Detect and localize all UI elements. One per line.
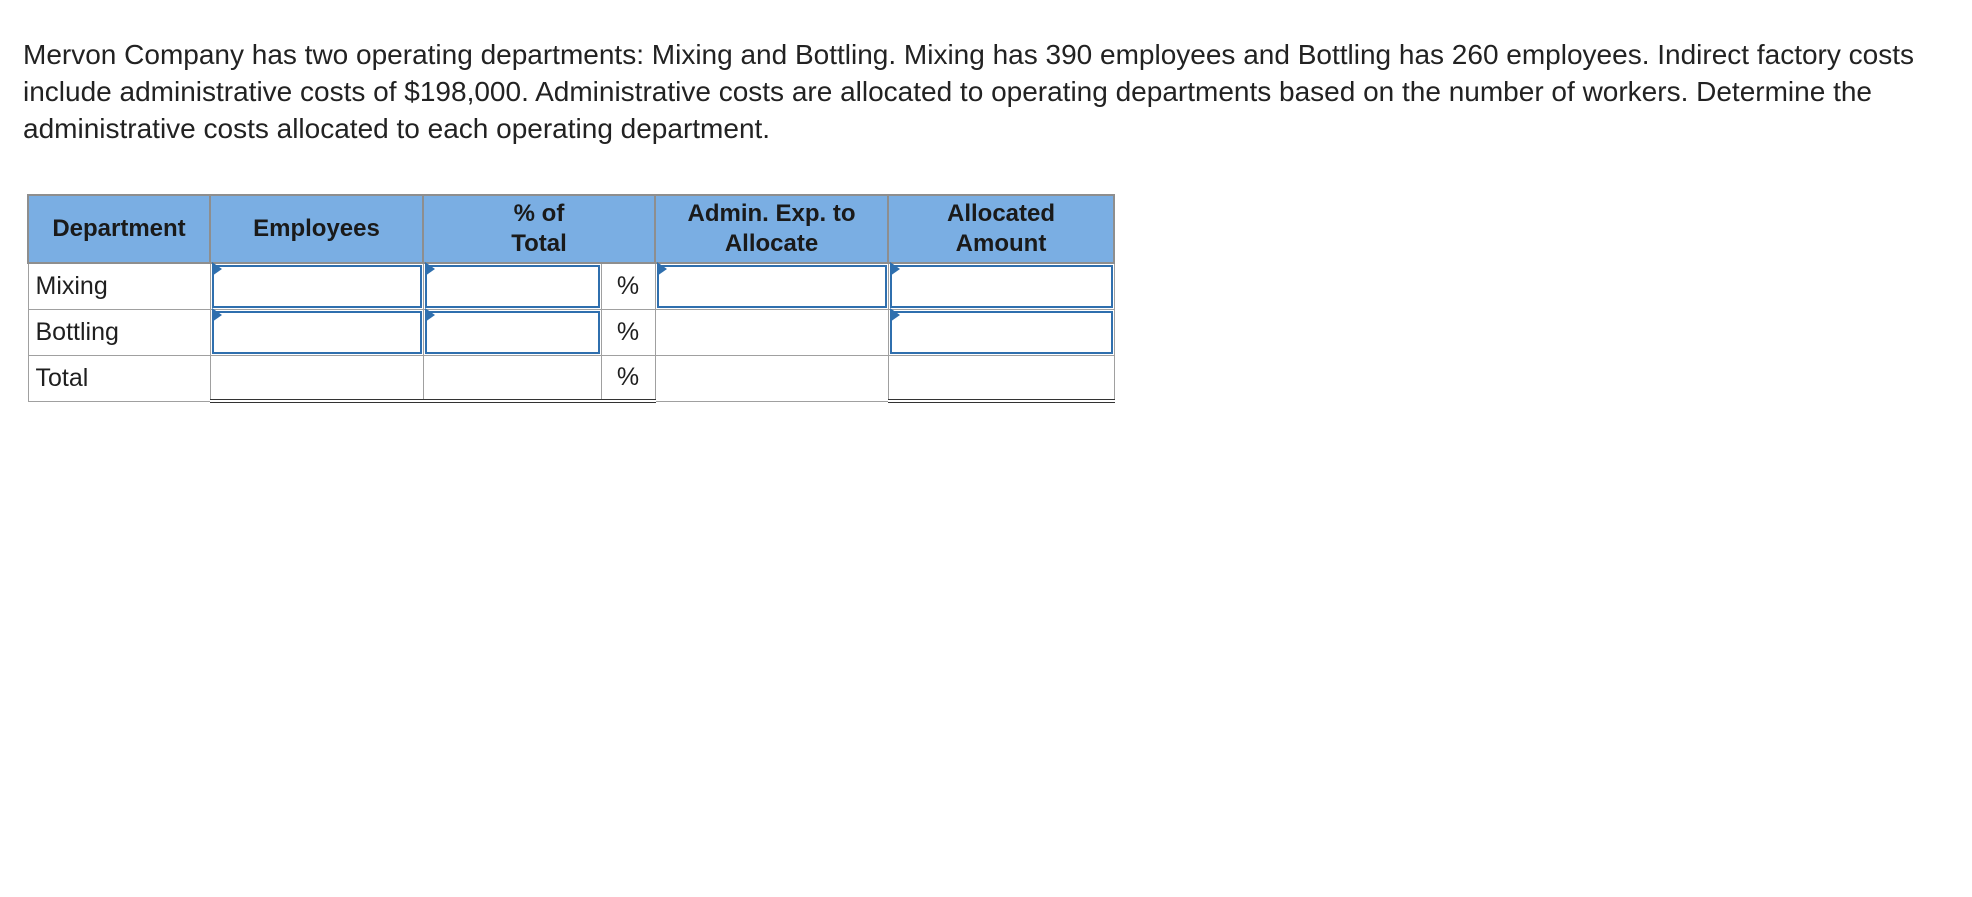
table-row-bottling — [28, 309, 1114, 355]
mixing-allocated-amount-input[interactable] — [890, 265, 1113, 308]
bottling-admin-empty-cell — [655, 309, 888, 355]
allocation-table — [27, 194, 1115, 403]
row-label-bottling: Bottling — [28, 309, 210, 355]
mixing-admin-cell — [655, 263, 888, 309]
header-allocated-amount: Allocated Amount — [888, 195, 1114, 263]
header-admin-expense: Admin. Exp. to Allocate — [655, 195, 888, 263]
mixing-percent-cell — [423, 263, 601, 309]
input-marker-icon — [212, 308, 222, 322]
input-marker-icon — [212, 262, 222, 276]
bottling-allocated-amount-input[interactable] — [890, 311, 1113, 354]
bottling-employees-cell — [210, 309, 423, 355]
mixing-employees-cell — [210, 263, 423, 309]
input-marker-icon — [425, 262, 435, 276]
header-row — [28, 195, 1114, 263]
input-marker-icon — [657, 262, 667, 276]
mixing-admin-expense-input[interactable] — [657, 265, 887, 308]
row-label-mixing: Mixing — [28, 263, 210, 309]
total-admin-empty-cell — [655, 355, 888, 401]
total-employees-cell — [210, 355, 423, 401]
percent-sign: % — [601, 263, 655, 309]
total-allocated-cell — [888, 355, 1114, 401]
table-row-total — [28, 355, 1114, 401]
input-marker-icon — [425, 308, 435, 322]
bottling-allocated-cell — [888, 309, 1114, 355]
header-employees: Employees — [210, 195, 423, 263]
percent-sign: % — [601, 309, 655, 355]
percent-sign: % — [601, 355, 655, 401]
mixing-allocated-cell — [888, 263, 1114, 309]
mixing-percent-input[interactable] — [425, 265, 600, 308]
input-marker-icon — [890, 262, 900, 276]
row-label-total: Total — [28, 355, 210, 401]
total-percent-cell — [423, 355, 601, 401]
problem-statement: Mervon Company has two operating departments: Mixing and Bottling. Mixing has 390 employees and Bottling has 260 employees. Indirect factory costs include administrative costs of $198,000. Administrative costs are allocated to operating departments based on the number of workers. Determine the administrative costs allocated to each operating department. — [23, 39, 1915, 144]
input-marker-icon — [890, 308, 900, 322]
bottling-employees-input[interactable] — [212, 311, 422, 354]
mixing-employees-input[interactable] — [212, 265, 422, 308]
header-percent-of-total: % of Total — [423, 195, 655, 263]
bottling-percent-cell — [423, 309, 601, 355]
table-row-mixing — [28, 263, 1114, 309]
header-department: Department — [28, 195, 210, 263]
bottling-percent-input[interactable] — [425, 311, 600, 354]
